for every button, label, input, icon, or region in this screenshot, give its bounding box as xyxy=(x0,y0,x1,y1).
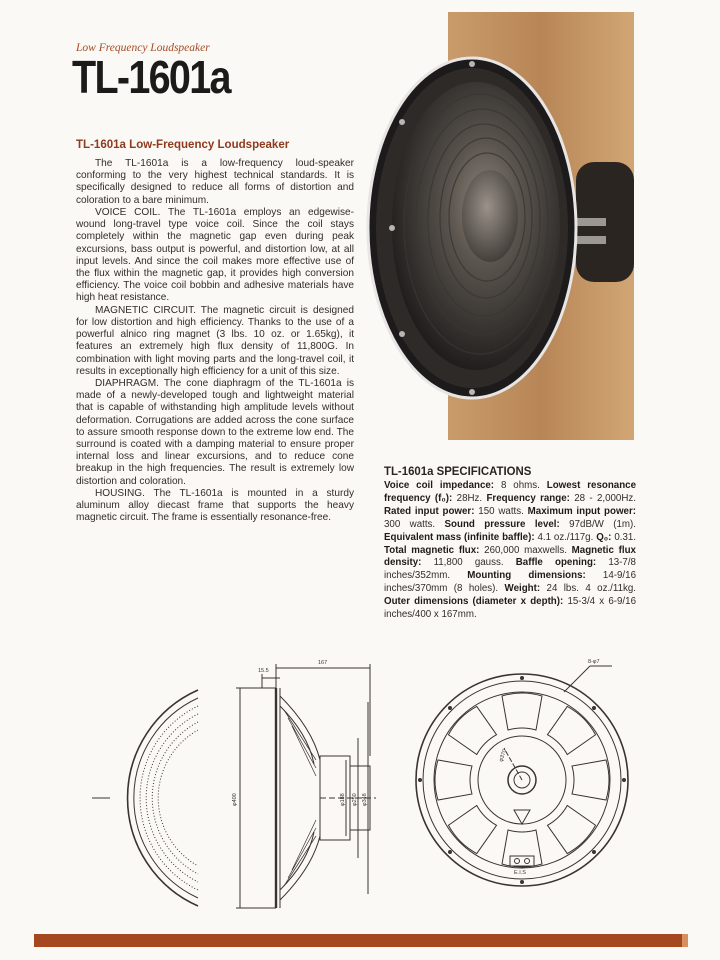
diameter-c-label: φ348 xyxy=(362,793,368,806)
article-heading: TL-1601a Low-Frequency Loudspeaker xyxy=(76,137,290,151)
spec-label: Equivalent mass (infinite baffle): xyxy=(384,531,535,543)
depth-dimension: 167 xyxy=(318,660,328,666)
spec-value: 150 watts. xyxy=(478,505,524,517)
spec-label: Baffle opening: xyxy=(515,557,597,569)
spec-label: Voice coil impedance: xyxy=(384,480,495,491)
diameter-a-label: φ188 xyxy=(340,793,346,806)
spec-label: Magnetic flux density: xyxy=(384,544,636,569)
page-subtitle: Low Frequency Loudspeaker xyxy=(76,42,210,54)
footer-bar-edge xyxy=(682,934,688,947)
side-section-drawing xyxy=(80,648,400,918)
footer-bar xyxy=(34,934,688,947)
article-paragraph: HOUSING. The TL-1601a is mounted in a sturdy aluminum alloy diecast frame that supports the heavy magnetic circuit. The frame is essentially resonance-free. xyxy=(76,487,354,524)
page-title: TL-1601a xyxy=(72,51,230,103)
terminal-label: E.I.S xyxy=(514,870,526,876)
spec-value: 11,800 gauss. xyxy=(433,557,504,569)
article-body xyxy=(76,158,354,525)
front-view-drawing xyxy=(404,652,640,892)
spec-label: Mounting dimensions: xyxy=(467,570,586,582)
flange-dimension: 15.5 xyxy=(258,668,269,674)
spec-label: Q₀: xyxy=(596,531,612,543)
speaker-photo xyxy=(362,12,642,442)
article-paragraph: MAGNETIC CIRCUIT. The magnetic circuit is designed for low distortion and high efficiency. Thanks to the use of a powerful alnico ring magnet (3 lbs. 10 oz. or 1.65kg), it features an extremely high flux density of 11,800G. In combination with light moving parts and the long-travel coil, it results in exceptionally high efficiency for a unit of this size. xyxy=(76,304,354,377)
article-paragraph: The TL-1601a is a low-frequency loud-speaker conforming to the very highest technical standards. It is specifically designed to reduce all forms of distortion and coloration to a bare minimum. xyxy=(76,158,354,206)
spec-value: 300 watts. xyxy=(384,518,436,530)
spec-value: 97dB/W (1m). xyxy=(569,518,636,530)
spec-label: Outer dimensions (diameter x depth): xyxy=(384,596,564,608)
spec-value: 24 lbs. 4 oz./11kg. xyxy=(546,583,636,595)
holes-label: 8-φ7 xyxy=(588,659,600,665)
spec-label: Maximum input power: xyxy=(527,505,637,517)
spec-label: Lowest resonance frequency (f₀): xyxy=(384,480,637,504)
spec-value: 28 - 2,000Hz. xyxy=(574,492,636,504)
specifications-heading: TL-1601a SPECIFICATIONS xyxy=(384,464,532,478)
spec-value: 14-9/16 inches/370mm (8 holes). xyxy=(384,570,636,595)
mount-circle-label: φ370 xyxy=(498,748,509,763)
specifications-list xyxy=(384,480,636,622)
spec-value: 15-3/4 x 6-9/16 inches/400 x 167mm. xyxy=(384,596,636,621)
spec-value: 4.1 oz./117g. xyxy=(537,531,594,543)
spec-label: Rated input power: xyxy=(384,505,475,517)
spec-label: Weight: xyxy=(504,583,541,595)
article-paragraph: VOICE COIL. The TL-1601a employs an edgewise-wound long-travel type voice coil. Since the coil stays completely within the magnetic gap even during peak excursions, bass output is powerful, and distortion low, at all input levels. And since the coil makes more effective use of the flux within the magnetic gap, it provides high conversion efficiency. The voice coil bobbin and adhesive materials have high heat resistance. xyxy=(76,206,354,304)
diameter-b-label: φ250 xyxy=(352,793,358,806)
spec-value: 13-7/8 inches/352mm. xyxy=(384,557,636,582)
spec-label: Sound pressure level: xyxy=(444,518,560,530)
article-paragraph: DIAPHRAGM. The cone diaphragm of the TL-1601a is made of a newly-developed tough and lightweight material that is capable of withstanding high amplitude levels without deformation. Corrugations are added across the cone surface to assure smooth response down to the extreme low end. The surround is coated with a damping material to ensure proper internal loss and linear excursions, and to reduce cone breakup in the high frequencies. The result is extremely low distortion and coloration. xyxy=(76,377,354,487)
spec-value: 0.31. xyxy=(614,531,636,543)
spec-label: Total magnetic flux: xyxy=(384,544,480,556)
spec-value: 8 ohms. xyxy=(500,480,540,491)
spec-value: 28Hz. xyxy=(456,492,483,504)
spec-label: Frequency range: xyxy=(486,492,570,504)
outer-diameter-label: φ400 xyxy=(232,793,238,806)
spec-value: 260,000 maxwells. xyxy=(484,544,567,556)
